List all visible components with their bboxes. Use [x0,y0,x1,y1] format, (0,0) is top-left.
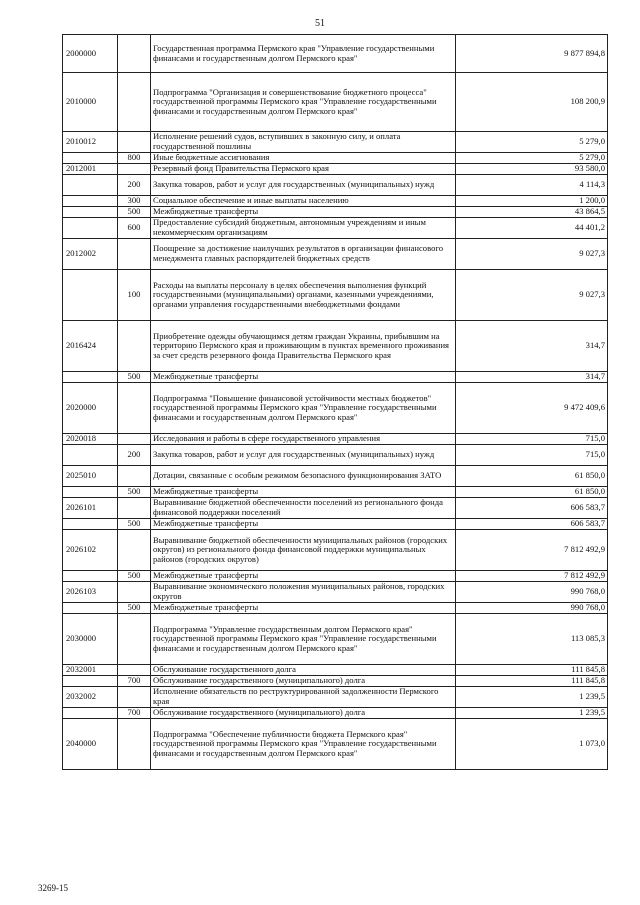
amount-cell: 43 864,5 [456,207,608,218]
code-cell [63,175,118,196]
name-cell: Межбюджетные трансферты [151,372,456,383]
name-cell: Межбюджетные трансферты [151,603,456,614]
name-cell: Подпрограмма "Управление государственным долгом Пермского края" государственной программы Пермского края "Управление государственными финансами и государственным долгом Пермского края" [151,614,456,665]
code-cell: 2032001 [63,665,118,676]
table-row [63,372,608,383]
table-row [63,132,608,153]
table-row [63,614,608,665]
table-row [63,207,608,218]
name-cell: Приобретение одежды обучающимся детям граждан Украины, прибывшим на территорию Пермского края и проживающим в пунктах временного проживания за счет средств резервного фонда Правительства Пермского края [151,321,456,372]
code-cell: 2020000 [63,383,118,434]
expense-type-cell [118,35,151,73]
code-cell: 2032002 [63,687,118,708]
table-row [63,239,608,270]
amount-cell: 7 812 492,9 [456,571,608,582]
code-cell [63,445,118,466]
name-cell: Исследования и работы в сфере государственного управления [151,434,456,445]
code-cell: 2016424 [63,321,118,372]
amount-cell: 44 401,2 [456,218,608,239]
expense-type-cell: 500 [118,487,151,498]
expense-type-cell [118,530,151,571]
code-cell: 2020018 [63,434,118,445]
amount-cell: 4 114,3 [456,175,608,196]
table-row [63,321,608,372]
expense-type-cell: 200 [118,445,151,466]
code-cell [63,571,118,582]
name-cell: Расходы на выплаты персоналу в целях обеспечения выполнения функций государственными (муниципальными) органами, казенными учреждениями, органами управления государственными внебюджетными фондами [151,270,456,321]
code-cell: 2010000 [63,73,118,132]
expense-type-cell [118,383,151,434]
amount-cell: 61 850,0 [456,466,608,487]
amount-cell: 108 200,9 [456,73,608,132]
page-number: 51 [315,18,325,29]
amount-cell: 93 580,0 [456,164,608,175]
code-cell [63,207,118,218]
expense-type-cell: 800 [118,153,151,164]
name-cell: Закупка товаров, работ и услуг для государственных (муниципальных) нужд [151,175,456,196]
amount-cell: 5 279,0 [456,132,608,153]
amount-cell: 111 845,8 [456,665,608,676]
table-row [63,445,608,466]
name-cell: Межбюджетные трансферты [151,571,456,582]
expense-type-cell: 300 [118,196,151,207]
name-cell: Иные бюджетные ассигнования [151,153,456,164]
amount-cell: 113 085,3 [456,614,608,665]
expense-type-cell: 500 [118,372,151,383]
expense-type-cell [118,582,151,603]
name-cell: Закупка товаров, работ и услуг для государственных (муниципальных) нужд [151,445,456,466]
table-row [63,487,608,498]
table-row [63,270,608,321]
table-row [63,519,608,530]
amount-cell: 715,0 [456,434,608,445]
code-cell [63,519,118,530]
table-row [63,708,608,719]
name-cell: Подпрограмма "Повышение финансовой устойчивости местных бюджетов" государственной программы Пермского края "Управление государственными финансами и государственным долгом Пермского края" [151,383,456,434]
name-cell: Выравнивание бюджетной обеспеченности поселений из регионального фонда финансовой поддержки поселений [151,498,456,519]
table-row [63,35,608,73]
table-row [63,498,608,519]
expense-type-cell [118,614,151,665]
code-cell: 2025010 [63,466,118,487]
code-cell [63,603,118,614]
expense-type-cell [118,498,151,519]
expense-type-cell [118,719,151,770]
name-cell: Предоставление субсидий бюджетным, автономным учреждениям и иным некоммерческим организациям [151,218,456,239]
expense-type-cell: 500 [118,603,151,614]
name-cell: Резервный фонд Правительства Пермского края [151,164,456,175]
name-cell: Межбюджетные трансферты [151,207,456,218]
expense-type-cell [118,73,151,132]
name-cell: Исполнение обязательств по реструктурированной задолженности Пермского края [151,687,456,708]
amount-cell: 7 812 492,9 [456,530,608,571]
name-cell: Исполнение решений судов, вступивших в законную силу, и оплата государственной пошлины [151,132,456,153]
expense-type-cell [118,687,151,708]
name-cell: Межбюджетные трансферты [151,519,456,530]
table-row [63,582,608,603]
code-cell: 2012002 [63,239,118,270]
name-cell: Социальное обеспечение и иные выплаты населению [151,196,456,207]
expense-type-cell [118,665,151,676]
expense-type-cell: 700 [118,676,151,687]
table-row [63,175,608,196]
amount-cell: 9 027,3 [456,239,608,270]
amount-cell: 314,7 [456,372,608,383]
name-cell: Подпрограмма "Обеспечение публичности бюджета Пермского края" государственной программы Пермского края "Управление государственными финансами и государственным долгом Пермского края" [151,719,456,770]
code-cell [63,487,118,498]
name-cell: Подпрограмма "Организация и совершенствование бюджетного процесса" государственной программы Пермского края "Управление государственными финансами и государственным долгом Пермского края" [151,73,456,132]
expense-type-cell [118,239,151,270]
table-row [63,383,608,434]
table-row [63,153,608,164]
table-row [63,603,608,614]
table-row [63,466,608,487]
expense-type-cell [118,434,151,445]
amount-cell: 990 768,0 [456,603,608,614]
code-cell [63,153,118,164]
table-row [63,530,608,571]
code-cell [63,196,118,207]
name-cell: Выравнивание бюджетной обеспеченности муниципальных районов (городских округов) из регионального фонда финансовой поддержки муниципальных районов (городских округов) [151,530,456,571]
table-row [63,218,608,239]
code-cell: 2040000 [63,719,118,770]
amount-cell: 715,0 [456,445,608,466]
amount-cell: 1 073,0 [456,719,608,770]
name-cell: Обслуживание государственного (муниципального) долга [151,676,456,687]
expense-type-cell [118,321,151,372]
expense-type-cell: 100 [118,270,151,321]
code-cell: 2026103 [63,582,118,603]
code-cell: 2010012 [63,132,118,153]
amount-cell: 111 845,8 [456,676,608,687]
code-cell [63,708,118,719]
amount-cell: 1 200,0 [456,196,608,207]
expense-type-cell: 200 [118,175,151,196]
amount-cell: 314,7 [456,321,608,372]
budget-table [62,34,608,770]
expense-type-cell: 500 [118,519,151,530]
table-row [63,676,608,687]
expense-type-cell: 600 [118,218,151,239]
code-cell: 2012001 [63,164,118,175]
name-cell: Обслуживание государственного (муниципального) долга [151,708,456,719]
table-row [63,196,608,207]
amount-cell: 1 239,5 [456,708,608,719]
table-row [63,434,608,445]
amount-cell: 606 583,7 [456,498,608,519]
amount-cell: 9 027,3 [456,270,608,321]
table-row [63,719,608,770]
expense-type-cell [118,132,151,153]
code-cell: 2000000 [63,35,118,73]
expense-type-cell [118,466,151,487]
name-cell: Дотации, связанные с особым режимом безопасного функционирования ЗАТО [151,466,456,487]
name-cell: Выравнивание экономического положения муниципальных районов, городских округов [151,582,456,603]
code-cell [63,218,118,239]
expense-type-cell [118,164,151,175]
expense-type-cell: 500 [118,207,151,218]
expense-type-cell: 700 [118,708,151,719]
code-cell: 2026102 [63,530,118,571]
name-cell: Государственная программа Пермского края "Управление государственными финансами и государственным долгом Пермского края" [151,35,456,73]
table-row [63,164,608,175]
table-row [63,665,608,676]
name-cell: Поощрение за достижение наилучших результатов в организации финансового менеджмента главных распорядителей бюджетных средств [151,239,456,270]
amount-cell: 9 877 894,8 [456,35,608,73]
code-cell [63,676,118,687]
document-footer-code: 3269-15 [38,883,68,893]
amount-cell: 606 583,7 [456,519,608,530]
code-cell [63,372,118,383]
name-cell: Межбюджетные трансферты [151,487,456,498]
table-row [63,687,608,708]
code-cell: 2030000 [63,614,118,665]
table-row [63,571,608,582]
amount-cell: 1 239,5 [456,687,608,708]
name-cell: Обслуживание государственного долга [151,665,456,676]
code-cell [63,270,118,321]
amount-cell: 5 279,0 [456,153,608,164]
expense-type-cell: 500 [118,571,151,582]
amount-cell: 9 472 409,6 [456,383,608,434]
amount-cell: 61 850,0 [456,487,608,498]
table-row [63,73,608,132]
amount-cell: 990 768,0 [456,582,608,603]
code-cell: 2026101 [63,498,118,519]
